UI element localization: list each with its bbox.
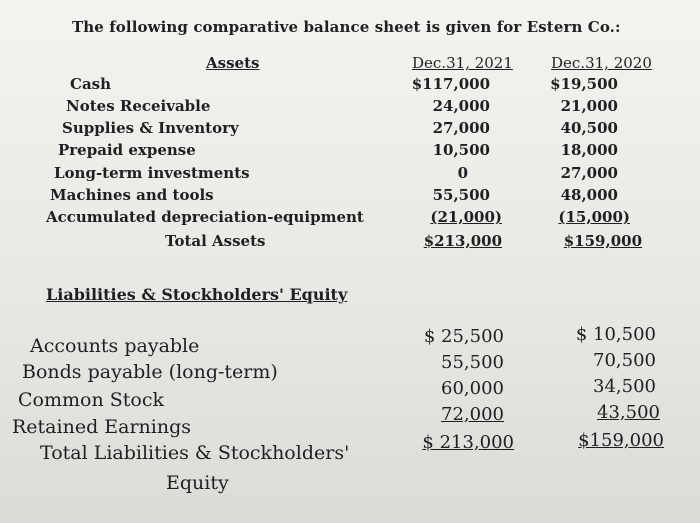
document-title: The following comparative balance sheet is given for Estern Co.: — [72, 18, 621, 36]
liability-value-2021: 60,000 — [441, 378, 504, 399]
liability-label: Accounts payable — [30, 335, 200, 357]
col-2021-header: Dec.31, 2021 — [412, 54, 513, 72]
asset-value-2020: (15,000) — [558, 208, 630, 226]
liability-value-2020: 34,500 — [593, 376, 656, 397]
total-assets-2021: $213,000 — [423, 232, 502, 250]
liability-value-2020: 43,500 — [597, 402, 660, 423]
liability-value-2020: $ 10,500 — [575, 324, 656, 345]
asset-label: Notes Receivable — [66, 97, 211, 115]
asset-label: Prepaid expense — [58, 141, 196, 159]
asset-label: Long-term investments — [54, 164, 250, 182]
assets-header: Assets — [206, 54, 260, 72]
asset-value-2020: 48,000 — [560, 186, 618, 204]
asset-value-2020: 21,000 — [560, 97, 618, 115]
liability-label: Retained Earnings — [12, 416, 192, 438]
total-assets-label: Total Assets — [165, 232, 266, 250]
total-liabilities-label-line2: Equity — [166, 472, 229, 494]
liability-value-2021: $ 25,500 — [423, 326, 504, 347]
asset-value-2021: 27,000 — [432, 119, 490, 137]
asset-value-2020: 40,500 — [560, 119, 618, 137]
asset-label: Cash — [70, 75, 112, 93]
asset-label: Machines and tools — [50, 186, 214, 204]
total-assets-2020: $159,000 — [563, 232, 642, 250]
liability-value-2020: 70,500 — [593, 350, 656, 371]
asset-label: Supplies & Inventory — [62, 119, 239, 137]
asset-label: Accumulated depreciation-equipment — [46, 208, 364, 226]
asset-value-2021: 55,500 — [432, 186, 490, 204]
asset-value-2020: $19,500 — [550, 75, 618, 93]
total-liabilities-2020: $159,000 — [578, 430, 664, 451]
col-2020-header: Dec.31, 2020 — [551, 54, 652, 72]
asset-value-2021: 24,000 — [432, 97, 490, 115]
asset-value-2021: 10,500 — [432, 141, 490, 159]
asset-value-2021: (21,000) — [430, 208, 502, 226]
liability-label: Common Stock — [18, 389, 164, 411]
asset-value-2020: 18,000 — [560, 141, 618, 159]
liability-label: Bonds payable (long-term) — [22, 361, 278, 383]
total-liabilities-2021: $ 213,000 — [422, 432, 514, 453]
asset-value-2021: 0 — [457, 164, 468, 182]
total-liabilities-label-line1: Total Liabilities & Stockholders' — [40, 442, 350, 464]
asset-value-2020: 27,000 — [560, 164, 618, 182]
liability-value-2021: 72,000 — [441, 404, 504, 425]
asset-value-2021: $117,000 — [411, 75, 490, 93]
liabilities-header: Liabilities & Stockholders' Equity — [46, 285, 348, 304]
liability-value-2021: 55,500 — [441, 352, 504, 373]
